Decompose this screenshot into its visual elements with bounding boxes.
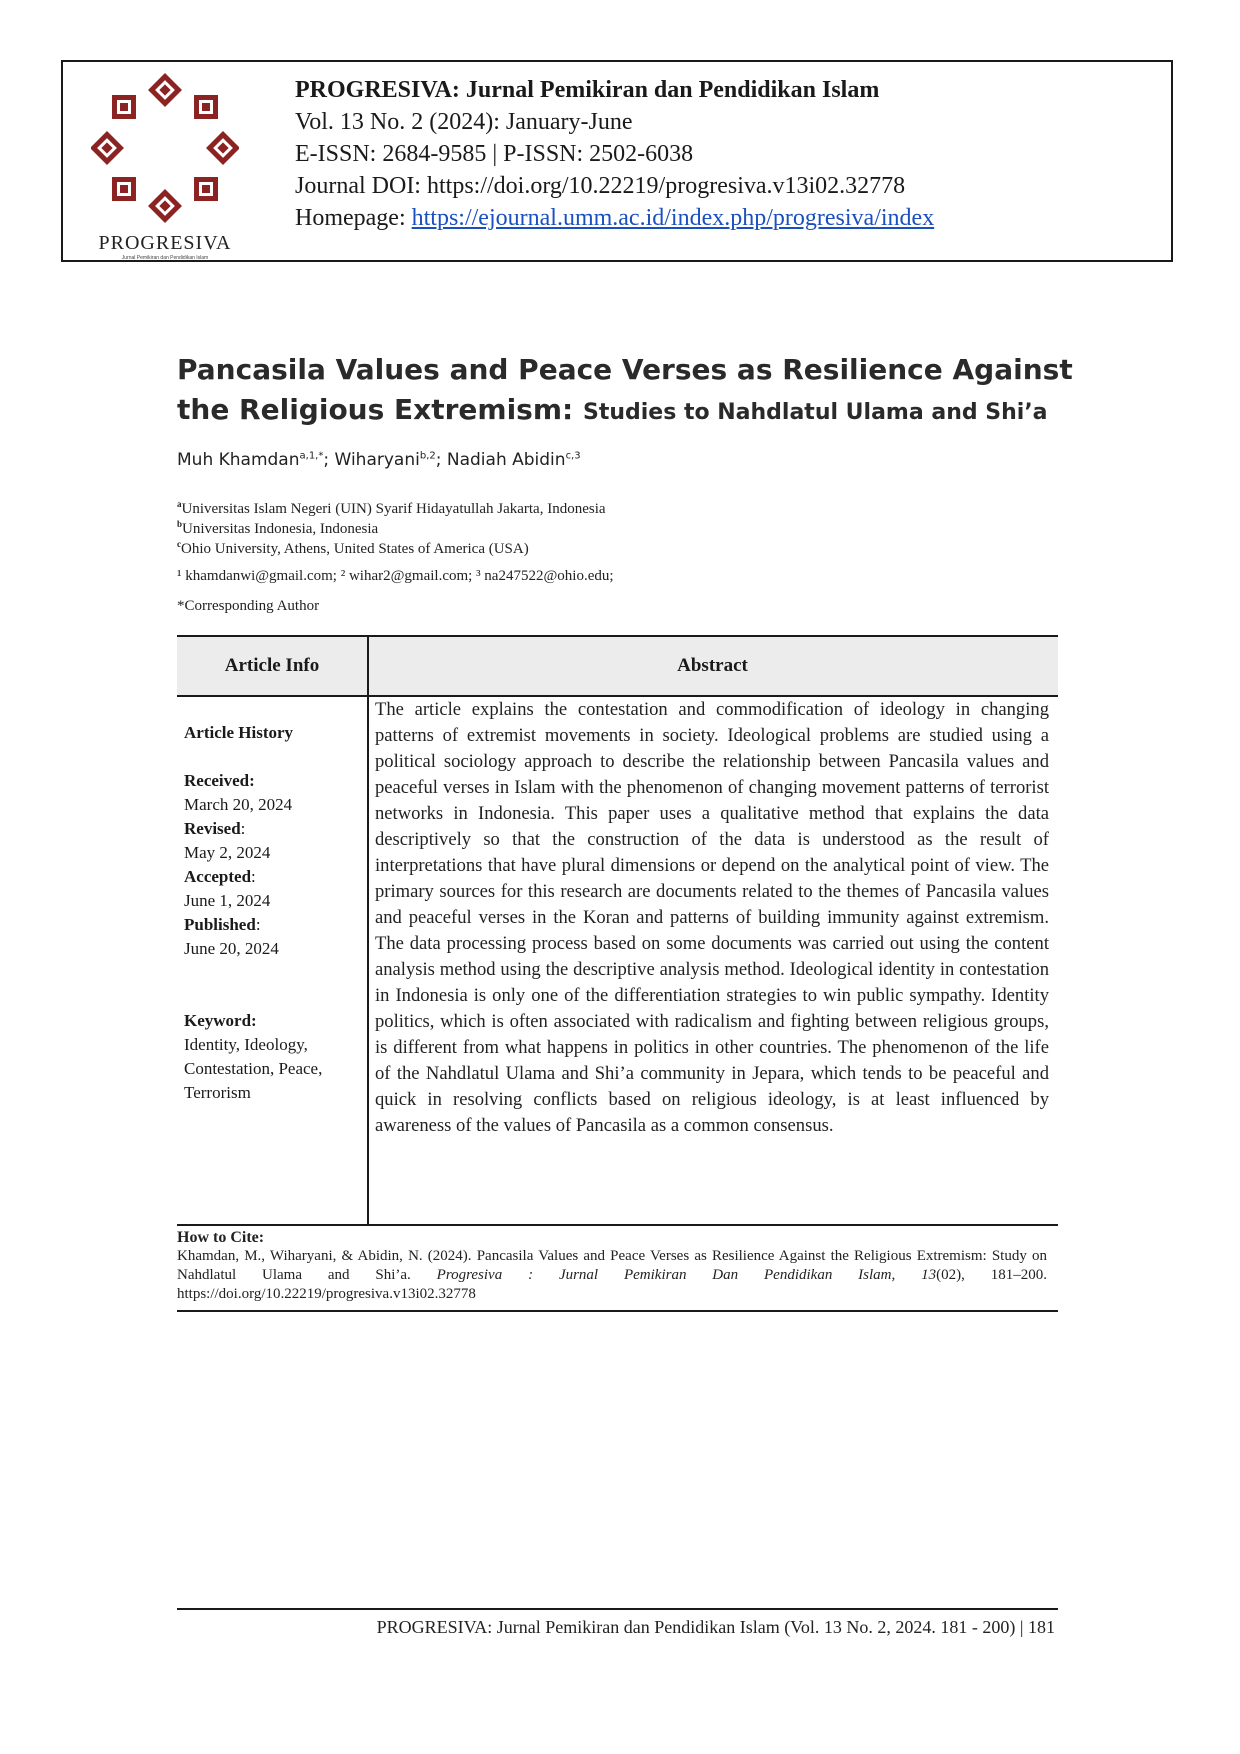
article-info-header: Article Info: [224, 655, 320, 676]
homepage-label: Homepage:: [295, 205, 412, 231]
author-sep: ;: [435, 450, 447, 470]
citation-text: [177, 1247, 1047, 1304]
column-divider: [367, 635, 369, 1226]
keyword-label: Keyword:: [184, 1011, 257, 1030]
table-bottom-rule: [177, 1224, 1058, 1226]
page-footer: PROGRESIVA: Jurnal Pemikiran dan Pendidikan Islam (Vol. 13 No. 2, 2024. 181 - 200) | 181: [376, 1617, 1055, 1637]
affiliation-sup: a: [177, 499, 182, 509]
affiliation-text: Universitas Indonesia, Indonesia: [182, 521, 379, 537]
published-label-text: Published: [184, 915, 256, 934]
revised-date: May 2, 2024: [184, 843, 271, 862]
affiliation: [177, 534, 529, 559]
citation-part-a: Khamdan, M., Wiharyani, & Abidin, N. (2024). Pancasila Values and Peace Verses as Resilience Against the Religious Extremism: Study on Nahdlatul Ulama and Shi’a.: [177, 1248, 1047, 1283]
author-sup: a,1,*: [299, 450, 324, 462]
journal-homepage: [295, 202, 934, 234]
abstract-header: Abstract: [677, 655, 748, 676]
accepted-date: June 1, 2024: [184, 891, 271, 910]
revised-label-text: Revised: [184, 819, 241, 838]
author-name: Muh Khamdan: [177, 450, 300, 470]
revised-label: Revised:: [184, 819, 246, 838]
article-info-column: [184, 721, 360, 1105]
affiliation-text: Universitas Islam Negeri (UIN) Syarif Hidayatullah Jakarta, Indonesia: [181, 501, 606, 517]
journal-info: [295, 74, 934, 234]
author-sup: c,3: [565, 450, 581, 462]
received-date: March 20, 2024: [184, 795, 293, 814]
received-label: Received:: [184, 771, 255, 790]
logo-wordmark: PROGRESIVA: [98, 232, 232, 254]
logo-subtitle: Jurnal Pemikiran dan Pendidikan Islam: [121, 255, 209, 261]
journal-logo: [91, 68, 239, 261]
journal-volume: Vol. 13 No. 2 (2024): January-June: [295, 109, 633, 135]
spacer: [184, 961, 360, 1009]
accepted-label: Accepted:: [184, 867, 256, 886]
abstract-text: The article explains the contestation and commodification of ideology in changing patterns of extremist movements in society. Ideological problems are studied using a political sociology approach to describe the relationship between Pancasila values and peaceful verses in Islam with the phenomenon of changing movement patterns of terrorist networks in Indonesia. This paper uses a qualitative method that explains the data descriptively so that the construction of the data is understood as the result of interpretations that have plural dimensions or depend on the analytical point of view. The primary sources for this research are documents related to the themes of Pancasila values and peaceful verses in the Koran and patterns of building immunity against extremism. The data processing process based on some documents was carried out using the content analysis method using the descriptive analysis method. Ideological identity in contestation in Indonesia is only one of the differentiation strategies to win public sympathy. Identity politics, which is often associated with radicalism and fighting between religious groups, is different from what happens in politics in other countries. The phenomenon of the life of the Nahdlatul Ulama and Shi’a community in Jepara, which tends to be peaceful and quick in resolving conflicts based on religious ideology, is at least influenced by awareness of the values of Pancasila as a common consensus.: [375, 699, 1049, 1136]
author-sup: b,2: [419, 450, 436, 462]
kufic-star-logo-icon: [91, 68, 239, 228]
cite-bottom-rule: [177, 1310, 1058, 1312]
affiliation-sup: c: [177, 539, 181, 549]
published-label: Published:: [184, 915, 261, 934]
corresponding-note: *Corresponding Author: [177, 598, 320, 614]
footer-rule: [177, 1608, 1058, 1610]
journal-issn: E-ISSN: 2684-9585 | P-ISSN: 2502-6038: [295, 141, 694, 167]
paper-title: [177, 350, 1077, 433]
author-sep: ;: [323, 450, 335, 470]
author-name: Nadiah Abidin: [446, 450, 566, 470]
journal-title: PROGRESIVA: Jurnal Pemikiran dan Pendidikan Islam: [295, 77, 880, 103]
accepted-label-text: Accepted: [184, 867, 252, 886]
table-header-row: [177, 635, 1058, 697]
affiliation-sup: b: [177, 519, 183, 529]
keyword-list: Identity, Ideology, Contestation, Peace, Terrorism: [184, 1035, 323, 1102]
paper-title-sub: Studies to Nahdlatul Ulama and Shi’a: [582, 400, 1048, 425]
journal-doi: Journal DOI: https://doi.org/10.22219/progresiva.v13i02.32778: [295, 173, 906, 199]
homepage-link[interactable]: https://ejournal.umm.ac.id/index.php/progresiva/index: [411, 205, 935, 231]
author-emails: ¹ khamdanwi@gmail.com; ² wihar2@gmail.com; ³ na247522@ohio.edu;: [177, 568, 614, 584]
author-name: Wiharyani: [334, 450, 420, 470]
spacer: [184, 745, 360, 769]
published-date: June 20, 2024: [184, 939, 279, 958]
how-to-cite: [177, 1228, 1047, 1304]
affiliation-text: Ohio University, Athens, United States of America (USA): [181, 541, 529, 557]
citation-part-b: (02), 181–200. https://doi.org/10.22219/progresiva.v13i02.32778: [177, 1267, 1047, 1302]
article-history-label: Article History: [184, 723, 294, 742]
author-list: [177, 450, 581, 470]
journal-header: [61, 60, 1173, 262]
paper-title-main: Pancasila Values and Peace Verses as Resilience Against the Religious Extremism:: [177, 353, 1073, 426]
citation-journal: Progresiva : Jurnal Pemikiran Dan Pendidikan Islam, 13: [436, 1267, 937, 1283]
how-to-cite-label: How to Cite:: [177, 1229, 265, 1246]
